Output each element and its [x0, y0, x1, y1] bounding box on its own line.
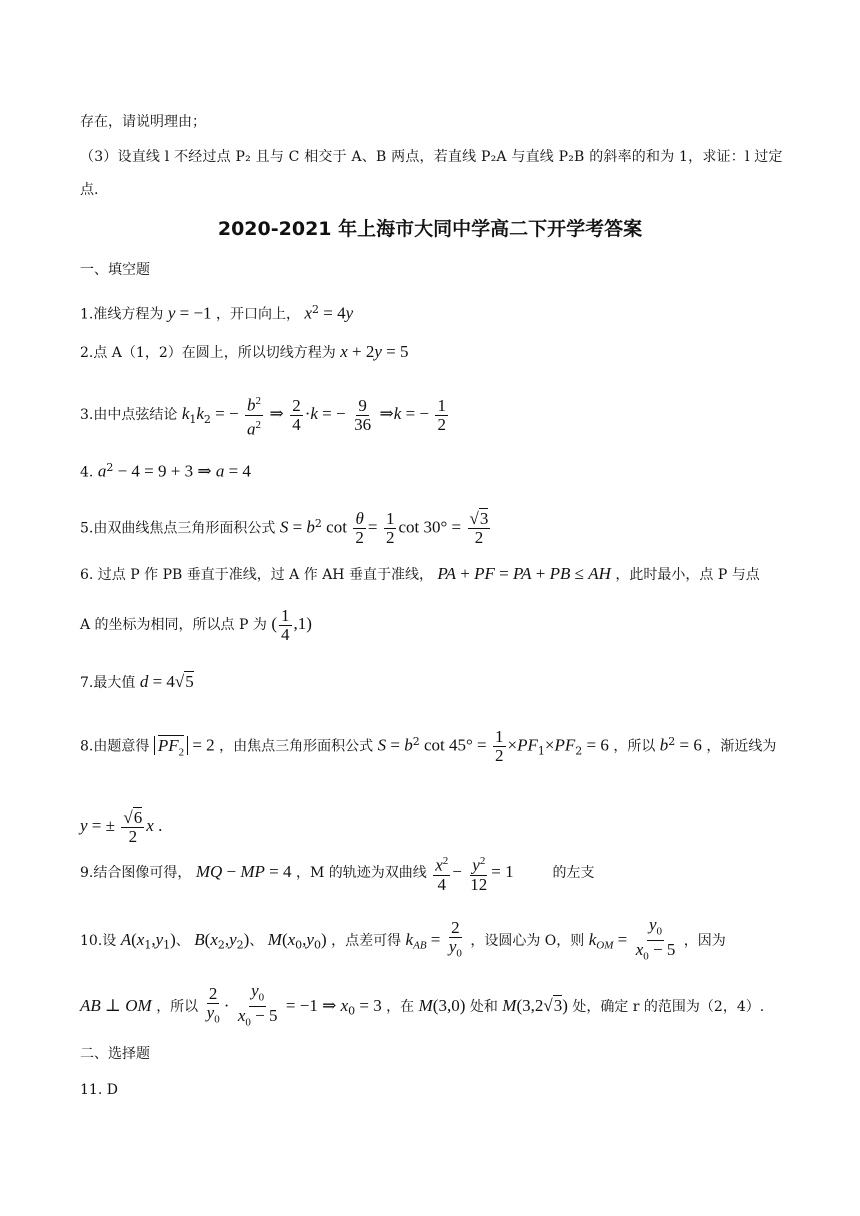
answer-8: 8.由题意得 $PF_2 = 2$ ，由焦点三角形面积公式 $S = b^2$ cot 45° = $\frac{1}{2}$ $\times PF_1\times PF_2 = 6$ ，所以 $b^2 = 6$ ，渐近线为: [80, 727, 777, 766]
answer-5-text: 5.由双曲线焦点三角形面积公式: [80, 520, 276, 537]
answer-3-text: 3.由中点弦结论: [80, 407, 178, 424]
answer-10: 10.设 $A(x_1,y_1)$、 $B(x_2,y_2)$、 $M(x_0,y_0)$ ，点差可得 $k_{AB}$ = $\frac{2}{y_0}$ ，设圆心为 O，则 $k_{OM}$ = $\frac{y_0}{x_0 - 5}$ ，因为: [80, 915, 726, 963]
answer-4: 4. $a^2 - 4 = 9 + 3$ ⇒ a = 4: [80, 461, 251, 481]
answer-2: 2.点 A（1，2）在圆上，所以切线方程为 x + 2y = 5: [80, 342, 409, 361]
section-multiple-choice: 二、选择题: [80, 1046, 150, 1062]
answer-9-text-b: ，M 的轨迹为双曲线: [295, 865, 427, 881]
answer-3: 3.由中点弦结论 $k_1k_2$ = − $\frac{b^2}{a^2}$ ⇒ $\frac{2}{4}$ ·k = − $\frac{9}{36}$ ⇒k = − $\frac{1}{2}$: [80, 392, 450, 440]
answer-10-text-g: 处和: [469, 998, 498, 1015]
answer-11: 11. D: [80, 1082, 118, 1098]
answer-10-text: 10.设: [80, 932, 117, 949]
answer-1-text-b: ，开口向上，: [216, 306, 300, 323]
answer-6-cont: A 的坐标为相同，所以点 P 为 ( $\frac{1}{4}$ ,1): [80, 605, 312, 644]
page-title: 2020-2021 年上海市大同中学高二下开学考答案: [217, 218, 643, 240]
answer-7-text: 7.最大值: [80, 675, 136, 691]
intro-line-3: 点.: [80, 182, 99, 198]
answer-8-text: 8.由题意得: [80, 738, 150, 755]
answer-7: 7.最大值 d = 4√5: [80, 672, 194, 691]
answer-6-text-c: A 的坐标为相同，所以点 P 为: [80, 617, 267, 633]
answer-10-text-d: ，因为: [683, 932, 726, 949]
answer-10-text-e: ，所以: [156, 998, 199, 1015]
answer-10-text-f: ，在: [386, 998, 415, 1015]
intro-line-1: 存在，请说明理由；: [80, 114, 206, 130]
intro-line-2: （3）设直线 l 不经过点 P₂ 且与 C 相交于 A、B 两点，若直线 P₂A 与直线 P₂B 的斜率的和为 1，求证：l 过定: [80, 149, 783, 165]
answer-5: 5.由双曲线焦点三角形面积公式 $S = b^2$ cot $\frac{\theta}{2}$ = $\frac{1}{2}$ cot 30° = $\frac{√3}{2}$: [80, 509, 489, 548]
answer-9: 9.结合图像可得， MQ − MP = 4 ，M 的轨迹为双曲线 $\frac{x^2}{4}$ − $\frac{y^2}{12}$ = 1 的左支: [80, 850, 595, 895]
answer-6-text: 6. 过点 P 作 PB 垂直于准线，过 A 作 AH 垂直于准线，: [80, 567, 433, 583]
section-fill-in: 一、填空题: [80, 262, 150, 278]
answer-6-text-b: ，此时最小，点 P 与点: [615, 567, 760, 583]
answer-10-text-h: 处，确定 r 的范围为（2，4）.: [572, 998, 765, 1015]
answer-8-text-d: ，渐近线为: [706, 738, 777, 755]
answer-2-text: 2.点 A（1，2）在圆上，所以切线方程为: [80, 345, 336, 361]
answer-10-cont: AB ⊥ OM ，所以 $\frac{2}{y_0}$ · $\frac{y_0}{x_0 - 5}$ = −1 ⇒ $x_0 = 3$ ，在 M(3,0) 处和 M(3,2√3) 处，确定 r 的范围为（2，4）.: [80, 981, 765, 1029]
answer-9-text-c: 的左支: [552, 865, 595, 881]
answer-10-text-b: ，点差可得: [331, 932, 402, 949]
answer-4-text: 4.: [80, 464, 94, 481]
answer-6: 6. 过点 P 作 PB 垂直于准线，过 A 作 AH 垂直于准线， PA + PF = PA + PB ≤ AH ，此时最小，点 P 与点: [80, 564, 760, 583]
answer-9-text: 9.结合图像可得，: [80, 865, 192, 881]
answer-10-text-c: ，设圆心为 O，则: [470, 932, 585, 949]
answer-1: 1.准线方程为 y = −1 ，开口向上， $x^2 = 4y$: [80, 303, 354, 323]
answer-8-text-b: ，由焦点三角形面积公式: [219, 738, 374, 755]
answer-1-text: 1.准线方程为: [80, 306, 164, 323]
answer-8-cont: y = ± $\frac{√6}{2}$ x .: [80, 807, 163, 846]
answer-8-text-c: ，所以: [613, 738, 656, 755]
